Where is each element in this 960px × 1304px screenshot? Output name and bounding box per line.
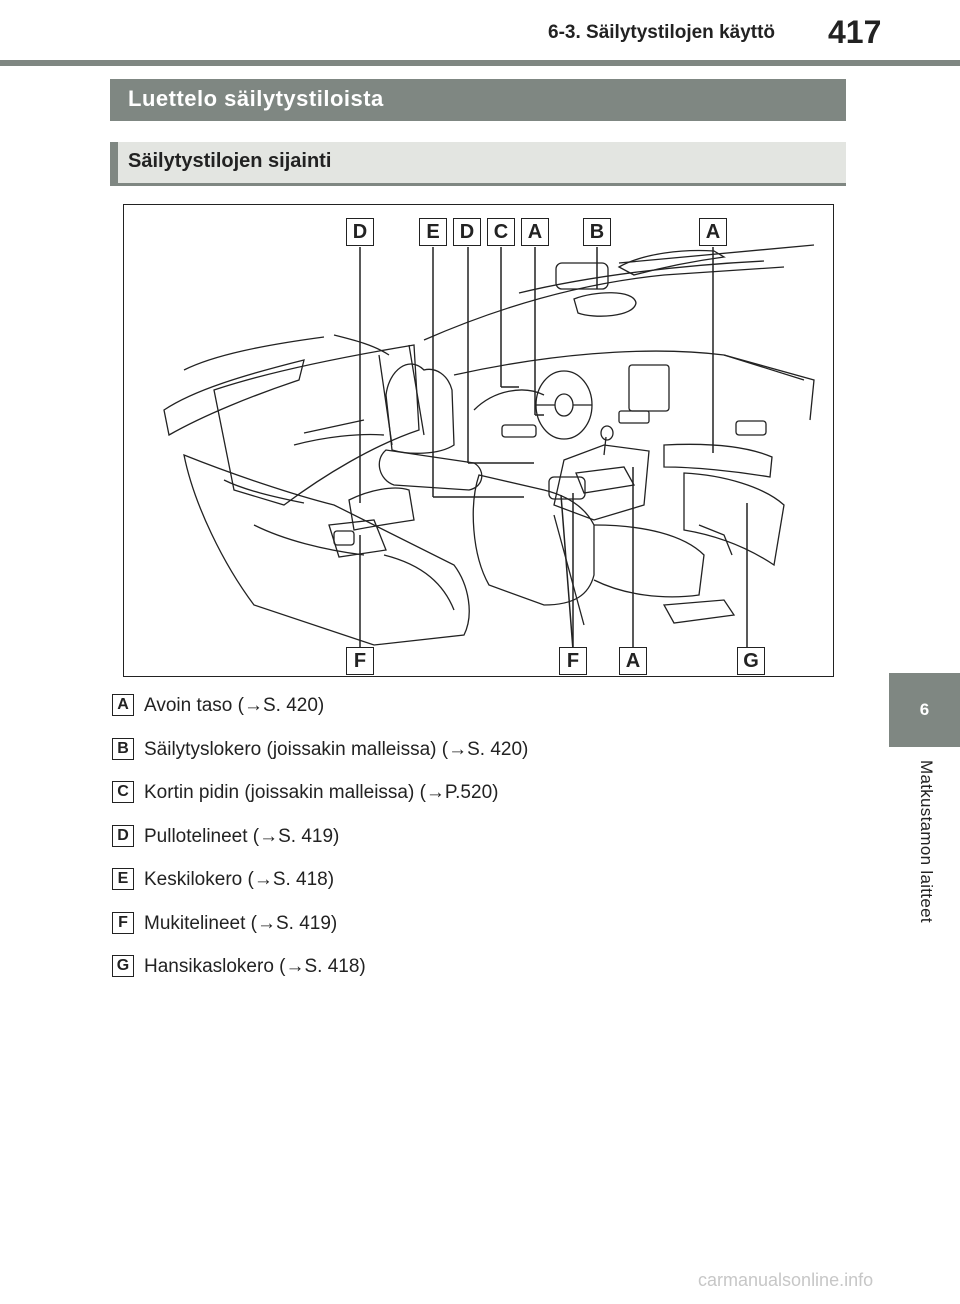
legend-letter-badge: F	[112, 912, 134, 934]
legend-description[interactable]: Pullotelineet (→S. 419)	[144, 825, 340, 847]
legend-letter-badge: C	[112, 781, 134, 803]
callout-top-A-1: A	[521, 218, 549, 246]
callout-bottom-F-1: F	[346, 647, 374, 675]
legend-description[interactable]: Avoin taso (→S. 420)	[144, 695, 325, 716]
page-number: 417	[828, 14, 882, 50]
header-rule	[0, 60, 960, 66]
legend-letter-badge: G	[112, 955, 134, 977]
legend-description[interactable]: Mukitelineet (→S. 419)	[144, 912, 338, 934]
callout-top-B: B	[583, 218, 611, 246]
legend-item	[112, 694, 812, 738]
watermark: carmanualsonline.info	[698, 1270, 874, 1290]
subsection-heading: Säilytystilojen sijainti	[128, 150, 332, 172]
callout-bottom-A: A	[619, 647, 647, 675]
car-interior-drawing	[124, 205, 835, 678]
legend-letter-badge: A	[112, 694, 134, 716]
callout-top-C: C	[487, 218, 515, 246]
section-heading-bar	[110, 79, 846, 121]
callout-top-D-1: D	[346, 218, 374, 246]
chapter-label: Matkustamon laitteet	[917, 760, 936, 923]
interior-illustration	[123, 204, 834, 677]
legend-description[interactable]: Hansikaslokero (→S. 418)	[144, 956, 366, 977]
legend-letter-badge: D	[112, 825, 134, 847]
legend-item	[112, 955, 812, 999]
callout-bottom-F-2: F	[559, 647, 587, 675]
legend-item	[112, 738, 812, 782]
legend-item	[112, 781, 812, 825]
callout-bottom-G: G	[737, 647, 765, 675]
legend-item	[112, 825, 812, 869]
legend-description[interactable]: Keskilokero (→S. 418)	[144, 869, 335, 890]
callout-top-E: E	[419, 218, 447, 246]
section-heading: Luettelo säilytystiloista	[128, 86, 384, 111]
callout-top-A-2: A	[699, 218, 727, 246]
legend-description[interactable]: Kortin pidin (joissakin malleissa) (→P.520)	[144, 782, 499, 803]
subsection-heading-bar	[110, 142, 846, 186]
legend-item	[112, 868, 812, 912]
section-title: 6-3. Säilytystilojen käyttö	[548, 22, 776, 43]
legend-letter-badge: B	[112, 738, 134, 760]
legend-item	[112, 912, 812, 956]
legend-description[interactable]: Säilytyslokero (joissakin malleissa) (→S. 420)	[144, 738, 529, 760]
chapter-tab[interactable]	[889, 673, 960, 747]
chapter-number: 6	[919, 700, 930, 719]
legend-letter-badge: E	[112, 868, 134, 890]
callout-top-D-2: D	[453, 218, 481, 246]
storage-legend	[112, 694, 812, 999]
